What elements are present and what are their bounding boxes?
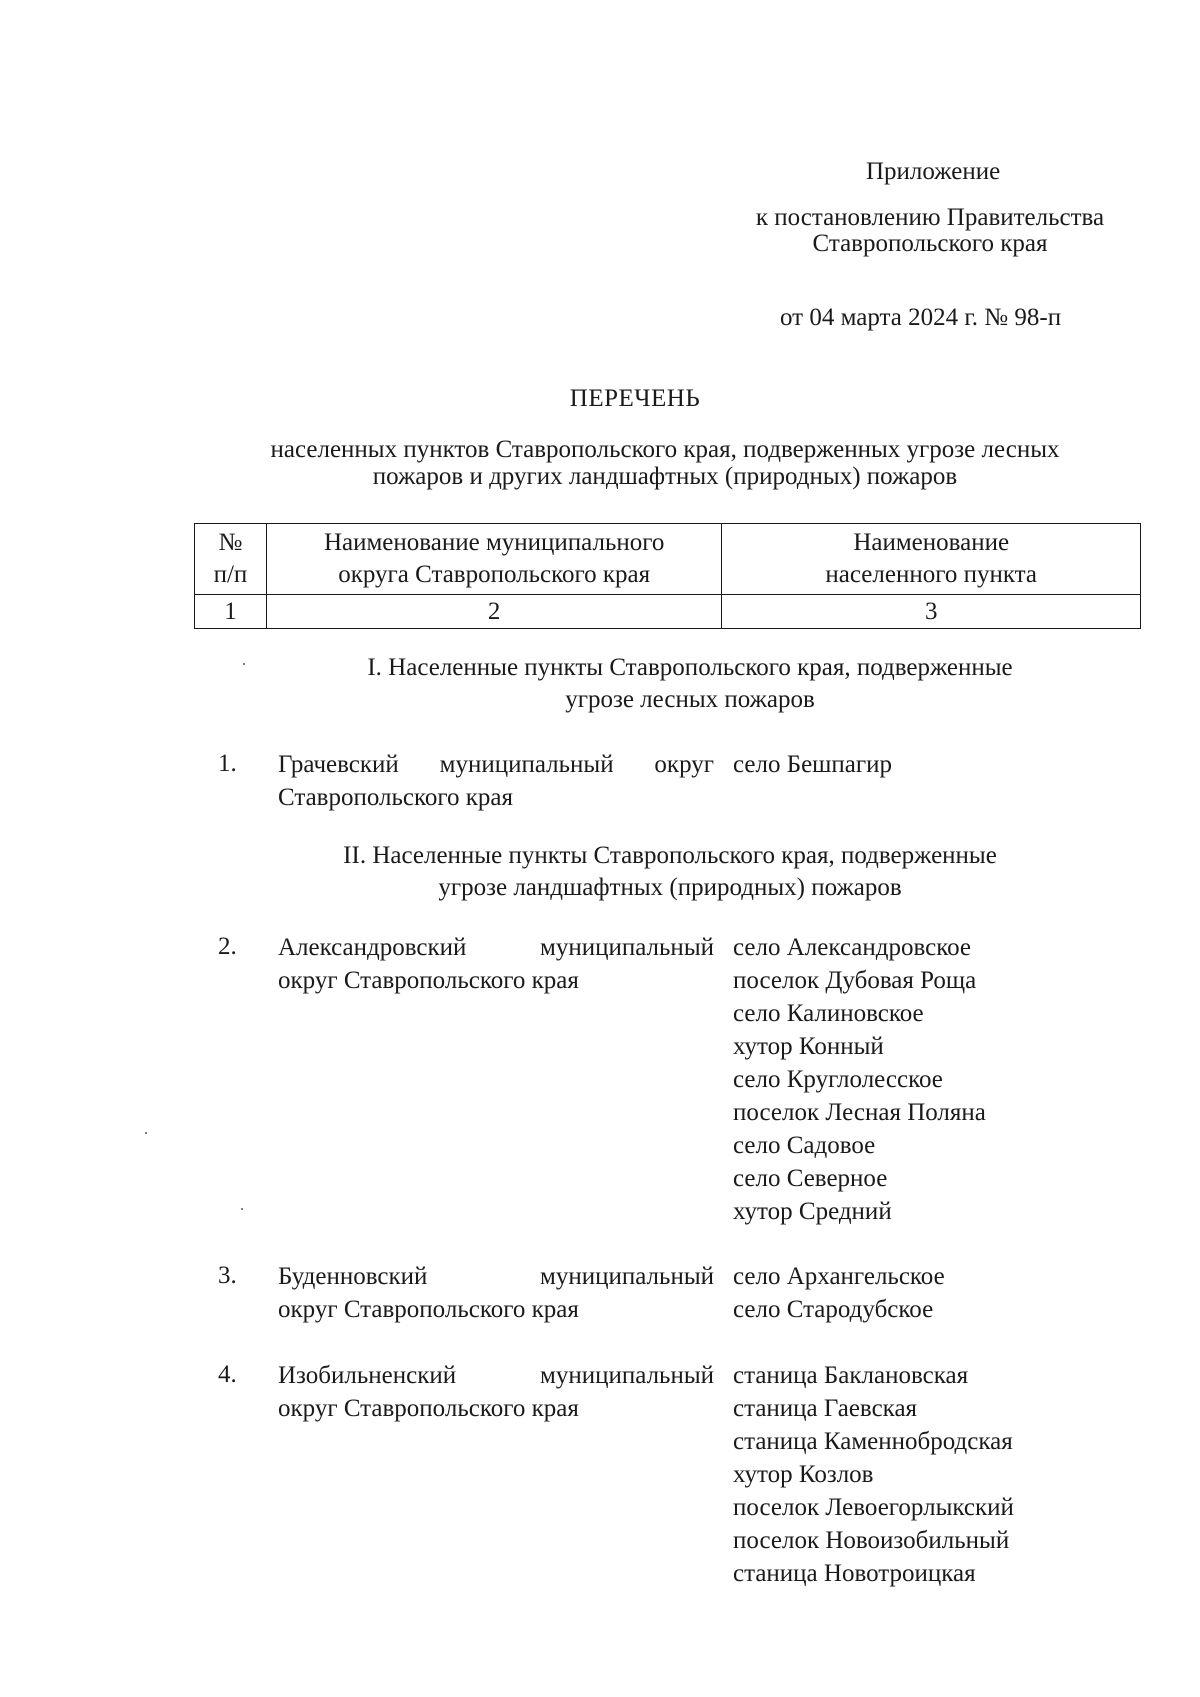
header-cell-district	[266, 524, 722, 595]
entry-1-district-line-2: Ставропольского края	[278, 784, 513, 811]
settlement-item: поселок Дубовая Роща	[733, 967, 977, 994]
document-subtitle-line-1: населенных пунктов Ставропольского края, подверженных угрозе лесных	[270, 436, 1060, 463]
header-settlement-line-2: населенного пункта	[825, 561, 1037, 588]
entry-3-settlements	[733, 1260, 1153, 1326]
section-2-heading-line-2: угрозе ландшафтных (природных) пожаров	[438, 874, 902, 901]
settlement-item: село Садовое	[733, 1132, 876, 1159]
entry-2-district	[278, 931, 714, 997]
section-1-heading-line-2: угрозе лесных пожаров	[565, 686, 815, 713]
document-subtitle-line-2: пожаров и других ландшафтных (природных) пожаров	[372, 463, 958, 490]
settlement-item: хутор Конный	[733, 1033, 884, 1060]
header-number-line-1: №	[218, 529, 243, 556]
header-district-line-2: округа Ставропольского края	[338, 561, 651, 588]
entry-2-district-line-1: Александровский муниципальный	[278, 934, 714, 961]
entry-1-district-line-1: Грачевский муниципальный округ	[278, 751, 714, 778]
header-district-line-1: Наименование муниципального	[323, 529, 665, 556]
settlement-item: поселок Лесная Поляна	[733, 1099, 986, 1126]
column-number-3: 3	[722, 595, 1141, 629]
appendix-reference-line-1: к постановлению Правительства	[755, 204, 1105, 231]
section-1-heading-line-1: I. Населенные пункты Ставропольского края, подверженные	[367, 654, 1013, 681]
entry-1-district	[278, 748, 714, 814]
scan-speck	[145, 1132, 147, 1134]
header-settlement-line-1: Наименование	[853, 529, 1010, 556]
entry-4-number: 4.	[218, 1361, 237, 1388]
entry-4-settlements	[733, 1359, 1153, 1590]
settlement-item: станица Новотроицкая	[733, 1560, 976, 1587]
appendix-reference	[700, 205, 1160, 257]
settlement-item: хутор Козлов	[733, 1461, 874, 1488]
document-heading: ПЕРЕЧЕНЬ	[569, 385, 701, 412]
entry-4-district	[278, 1359, 714, 1425]
scan-speck	[241, 1208, 243, 1210]
settlement-item: село Калиновское	[733, 1000, 924, 1027]
entry-3-district	[278, 1260, 714, 1326]
entry-3-number: 3.	[218, 1262, 237, 1289]
settlement-item: село Архангельское	[733, 1263, 945, 1290]
entry-1-settlements	[733, 748, 1153, 781]
register-header-table	[194, 523, 1141, 629]
header-cell-settlement	[722, 524, 1141, 595]
entry-4-district-line-2: округ Ставропольского края	[278, 1395, 579, 1422]
section-1-heading	[300, 652, 1080, 716]
settlement-item: поселок Левоегорлыкский	[733, 1494, 1014, 1521]
table-header-row	[195, 524, 1141, 595]
entry-4-district-line-1: Изобильненский муниципальный	[278, 1362, 714, 1389]
settlement-item: станица Каменнобродская	[733, 1428, 1013, 1455]
settlement-item: станица Гаевская	[733, 1395, 918, 1422]
entry-3-district-line-1: Буденновский муниципальный	[278, 1263, 714, 1290]
appendix-date: от 04 марта 2024 г. № 98-п	[780, 304, 1062, 331]
entry-2-number: 2.	[218, 933, 237, 960]
entry-3-district-line-2: округ Ставропольского края	[278, 1296, 579, 1323]
section-2-heading	[280, 840, 1060, 904]
document-subtitle	[205, 436, 1125, 490]
column-number-1: 1	[195, 595, 267, 629]
settlement-item: село Бешпагир	[733, 751, 893, 778]
entry-1-number: 1.	[218, 750, 237, 777]
table-column-number-row	[195, 595, 1141, 629]
settlement-item: поселок Новоизобильный	[733, 1527, 1010, 1554]
settlement-item: село Александровское	[733, 934, 972, 961]
appendix-reference-line-2: Ставропольского края	[812, 230, 1048, 257]
column-number-2: 2	[266, 595, 722, 629]
settlement-item: село Круглолесское	[733, 1066, 943, 1093]
settlement-item: станица Баклановская	[733, 1362, 969, 1389]
scan-speck	[243, 663, 245, 665]
appendix-title: Приложение	[866, 158, 1001, 185]
entry-2-settlements	[733, 931, 1153, 1228]
header-cell-number	[195, 524, 267, 595]
settlement-item: село Стародубское	[733, 1296, 934, 1323]
section-2-heading-line-1: II. Населенные пункты Ставропольского края, подверженные	[343, 842, 997, 869]
header-number-line-2: п/п	[213, 561, 248, 588]
settlement-item: село Северное	[733, 1165, 888, 1192]
entry-2-district-line-2: округ Ставропольского края	[278, 967, 579, 994]
settlement-item: хутор Средний	[733, 1198, 892, 1225]
